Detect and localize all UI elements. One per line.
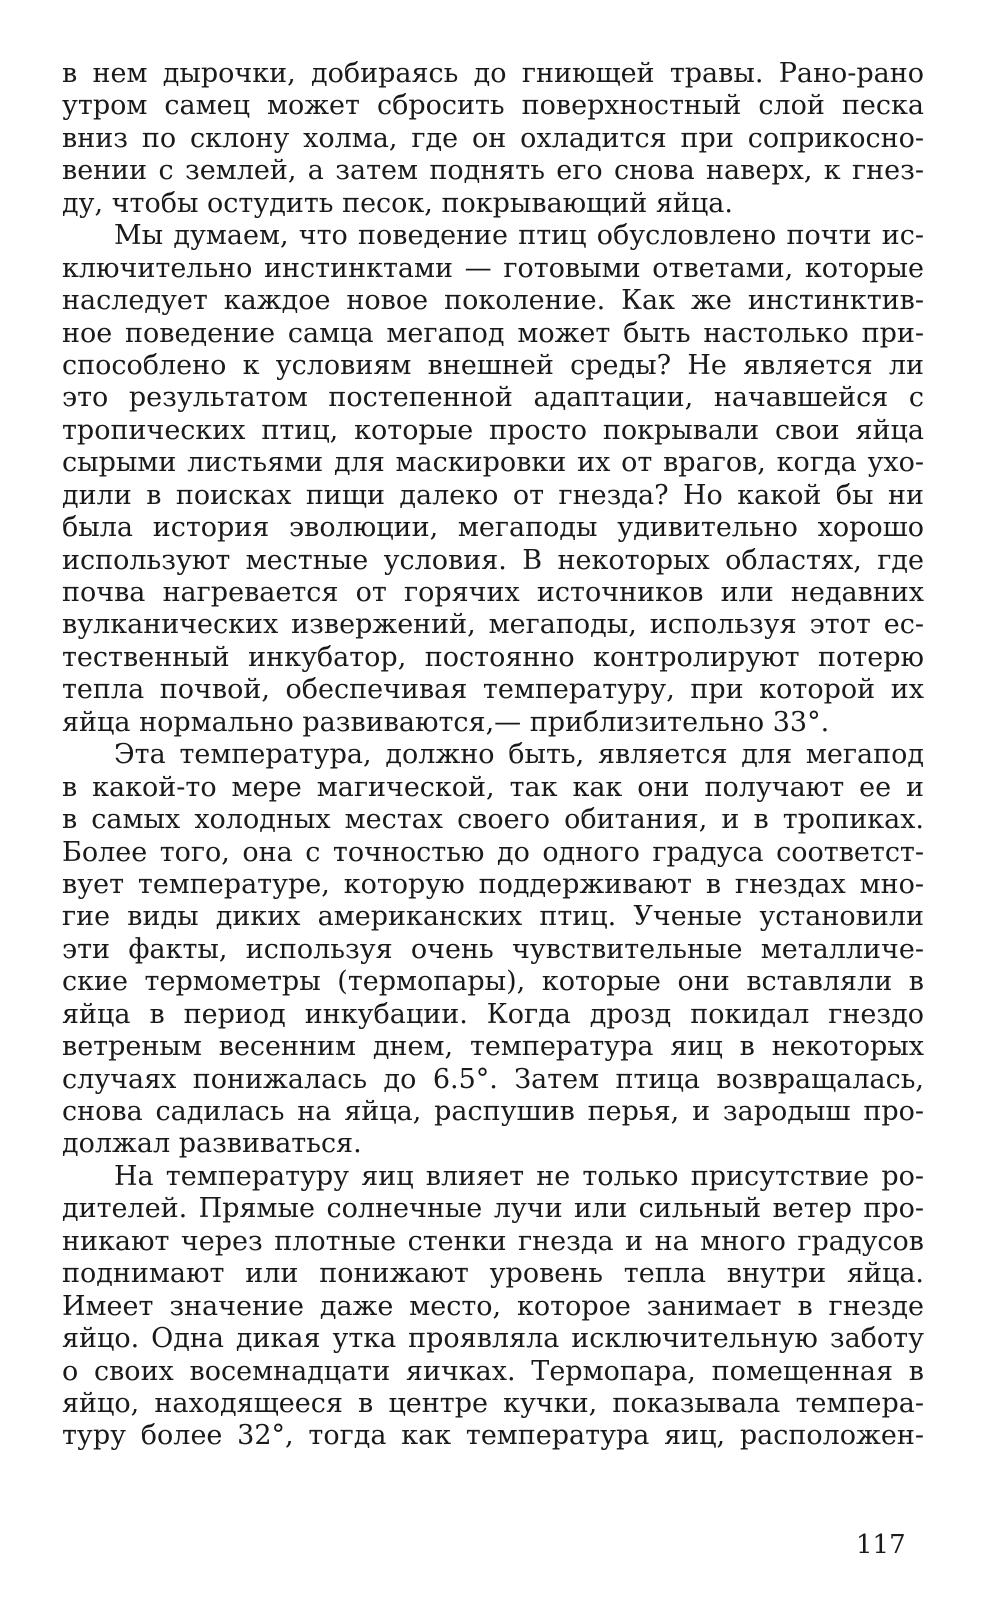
page-text <box>62 58 924 1453</box>
text-line: наследует каждое новое поколение. Как же инстинктив- <box>62 285 924 317</box>
paragraph-1 <box>62 58 924 220</box>
text-line: яйцо, находящееся в центре кучки, показывала темпера- <box>62 1387 924 1419</box>
text-line: ские термометры (термопары), которые они вставляли в <box>62 966 924 998</box>
text-line: должал развиваться. <box>62 1128 362 1160</box>
text-line: снова садилась на яйца, распушив перья, и зародыш про- <box>62 1096 924 1127</box>
text-line: эти факты, используя очень чувствительные металличе- <box>62 933 924 965</box>
text-line: используют местные условия. В некоторых областях, где <box>62 544 924 576</box>
text-line: гие виды диких американских птиц. Ученые установили <box>62 901 924 933</box>
text-line: ду, чтобы остудить песок, покрывающий яйца. <box>62 187 733 219</box>
text-line: яйцо. Одна дикая утка проявляла исключительную заботу <box>62 1323 924 1355</box>
text-line: вниз по склону холма, где он охладится при соприкосно- <box>62 122 924 154</box>
text-line: Имеет значение даже место, которое занимает в гнезде <box>62 1290 924 1322</box>
text-line: ключительно инстинктами — готовыми ответами, которые <box>62 252 924 284</box>
text-line: На температуру яиц влияет не только присутствие ро- <box>114 1160 924 1192</box>
text-line: вулканических извержений, мегаподы, используя этот ес- <box>62 609 924 641</box>
text-line: туру более 32°, тогда как температура яиц, расположен- <box>62 1420 924 1452</box>
text-line: в самых холодных местах своего обитания, и в тропиках. <box>62 804 924 836</box>
text-line: тепла почвой, обеспечивая температуру, при которой их <box>62 674 924 706</box>
paragraph-3 <box>62 739 924 1161</box>
text-line: о своих восемнадцати яичках. Термопара, помещенная в <box>62 1355 924 1387</box>
text-line: тропических птиц, которые просто покрывали свои яйца <box>62 414 924 446</box>
text-line: никают через плотные стенки гнезда и на много градусов <box>62 1225 924 1257</box>
text-line: дителей. Прямые солнечные лучи или сильный ветер про- <box>62 1193 924 1225</box>
text-line: тественный инкубатор, постоянно контролируют потерю <box>62 641 924 673</box>
text-line: это результатом постепенной адаптации, начавшейся с <box>62 382 924 414</box>
paragraph-4 <box>62 1161 924 1453</box>
text-line: дили в поисках пищи далеко от гнезда? Но какой бы ни <box>62 479 924 511</box>
text-line: Более того, она с точностью до одного градуса соответст- <box>62 836 924 868</box>
text-line: была история эволюции, мегаподы удивительно хорошо <box>62 512 924 544</box>
text-line: ветреным весенним днем, температура яиц в некоторых <box>62 1031 924 1063</box>
text-line: в какой-то мере магической, так как они получают ее и <box>62 771 924 803</box>
text-line: поднимают или понижают уровень тепла внутри яйца. <box>62 1258 924 1290</box>
text-line: Мы думаем, что поведение птиц обусловлено почти ис- <box>114 220 924 252</box>
text-line: способлено к условиям внешней среды? Не является ли <box>62 349 924 381</box>
text-line: сырыми листьями для маскировки их от врагов, когда ухо- <box>62 447 924 479</box>
text-line: ное поведение самца мегапод может быть настолько при- <box>62 317 924 349</box>
text-line: вении с землей, а затем поднять его снова наверх, к гнез- <box>62 155 924 187</box>
text-line: Эта температура, должно быть, является для мегапод <box>114 739 924 771</box>
paragraph-2 <box>62 220 924 739</box>
text-line: в нем дырочки, добираясь до гниющей травы. Рано-рано <box>62 58 924 89</box>
page-number: 117 <box>856 1530 906 1560</box>
text-line: почва нагревается от горячих источников или недавних <box>62 577 924 608</box>
text-line: яйца в период инкубации. Когда дрозд покидал гнездо <box>62 998 924 1030</box>
text-line: утром самец может сбросить поверхностный слой песка <box>62 90 924 122</box>
text-line: вует температуре, которую поддерживают в гнездах мно- <box>62 868 924 900</box>
text-line: яйца нормально развиваются,— приблизительно 33°. <box>62 706 830 738</box>
text-line: случаях понижалась до 6.5°. Затем птица возвращалась, <box>62 1063 924 1095</box>
